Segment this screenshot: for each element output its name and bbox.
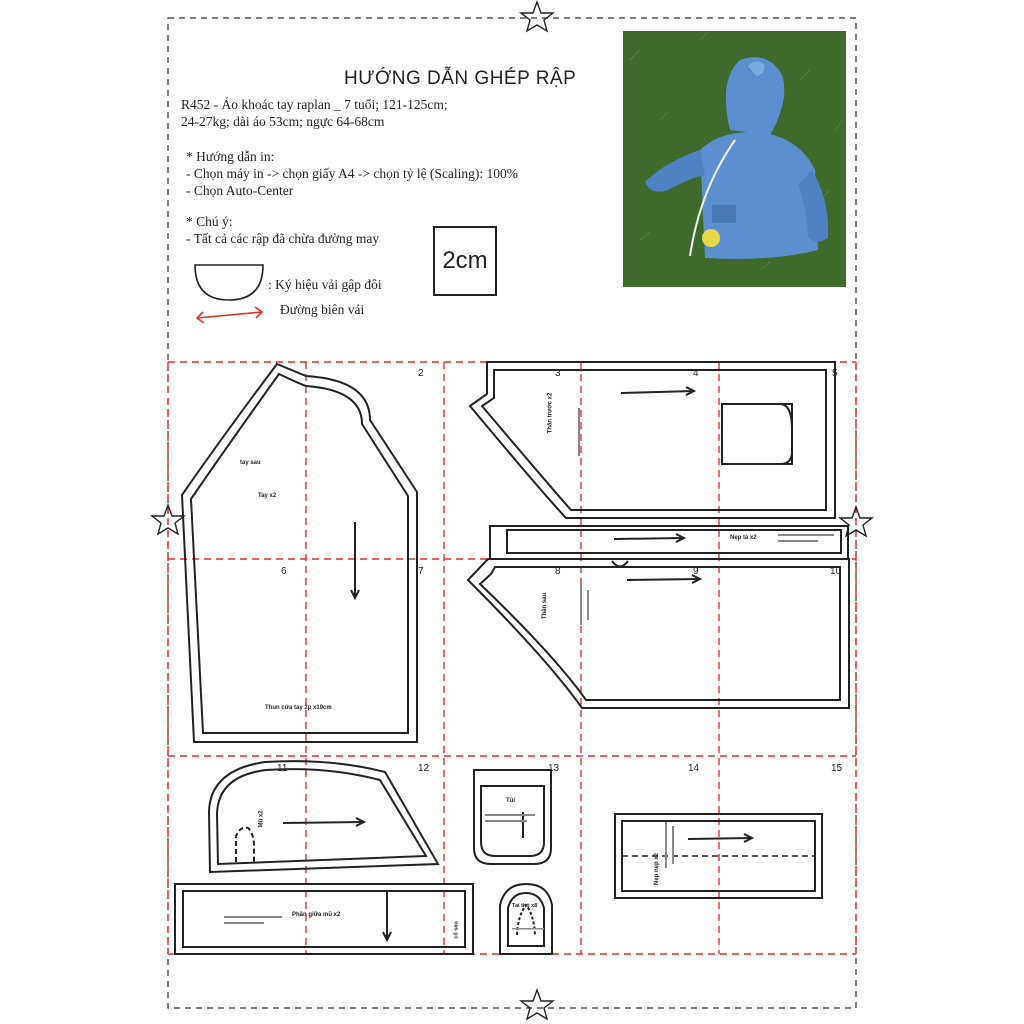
- piece-label: Tai thỏ x8: [512, 903, 538, 909]
- page-number: 14: [688, 763, 700, 774]
- pocket-piece: [474, 770, 551, 864]
- page-number: 2: [418, 368, 424, 379]
- print-guide-step2: - Chọn Auto-Center: [186, 183, 294, 198]
- product-photo: [623, 31, 846, 287]
- pattern-description-line1: R452 - Áo khoác tay raplan _ 7 tuổi; 121-125cm;: [181, 97, 448, 112]
- piece-label: tay sau: [240, 460, 261, 466]
- front-piece: [470, 362, 835, 518]
- piece-label: Mũ x2: [258, 810, 265, 828]
- page-number: 10: [830, 566, 842, 577]
- piece-label: cổ sau: [453, 921, 460, 939]
- piece-label: Nẹp nẹp x2: [654, 852, 661, 886]
- page-number: 15: [831, 763, 843, 774]
- fold-legend-label: : Ký hiệu vải gập đôi: [268, 277, 382, 292]
- star-icon: [521, 2, 553, 31]
- selvage-legend-label: Đường biên vải: [280, 302, 365, 317]
- page-number: 8: [555, 566, 561, 577]
- page-number: 3: [555, 368, 561, 379]
- tile-grid: [168, 362, 856, 954]
- page-number: 6: [281, 566, 287, 577]
- piece-label: Thun cửa tay 2p x19cm: [265, 705, 332, 711]
- page-number: 4: [693, 368, 699, 379]
- page-number: 9: [693, 566, 699, 577]
- hood-piece: [209, 761, 438, 872]
- print-guide-step1: - Chọn máy in -> chọn giấy A4 -> chọn tỷ lệ (Scaling): 100%: [186, 166, 519, 181]
- piece-label: Nẹp tà x2: [730, 535, 757, 541]
- page-title: HƯỚNG DẪN GHÉP RẬP: [344, 68, 577, 89]
- hood-middle-piece: [175, 884, 473, 954]
- page-number: 7: [418, 566, 424, 577]
- piece-label: Phần giữa mũ x2: [292, 912, 341, 918]
- back-piece: [468, 559, 849, 708]
- note-line1: - Tất cả các rập đã chừa đường may: [186, 231, 380, 246]
- sleeve-piece: [182, 364, 417, 742]
- piece-label: Tay x2: [258, 493, 277, 499]
- page-number: 13: [548, 763, 560, 774]
- star-icon: [521, 990, 553, 1019]
- print-guide-heading: * Hướng dẫn in:: [186, 149, 275, 164]
- page-number: 11: [277, 763, 288, 774]
- page-number: 12: [418, 763, 430, 774]
- piece-label: Thân trước x2: [547, 392, 554, 434]
- piece-label: Thân sau: [542, 592, 549, 620]
- pattern-description-line2: 24-27kg; dài áo 53cm; ngực 64-68cm: [181, 114, 385, 129]
- facing-piece: [490, 526, 848, 559]
- note-heading: * Chú ý:: [186, 214, 233, 229]
- ear-piece: [500, 884, 552, 954]
- fold-symbol-icon: [195, 265, 263, 300]
- page-number: 5: [832, 368, 838, 379]
- selvage-arrow-icon: [197, 307, 262, 323]
- piece-label: Túi: [506, 798, 515, 804]
- scale-reference-box: 2cm: [433, 226, 497, 296]
